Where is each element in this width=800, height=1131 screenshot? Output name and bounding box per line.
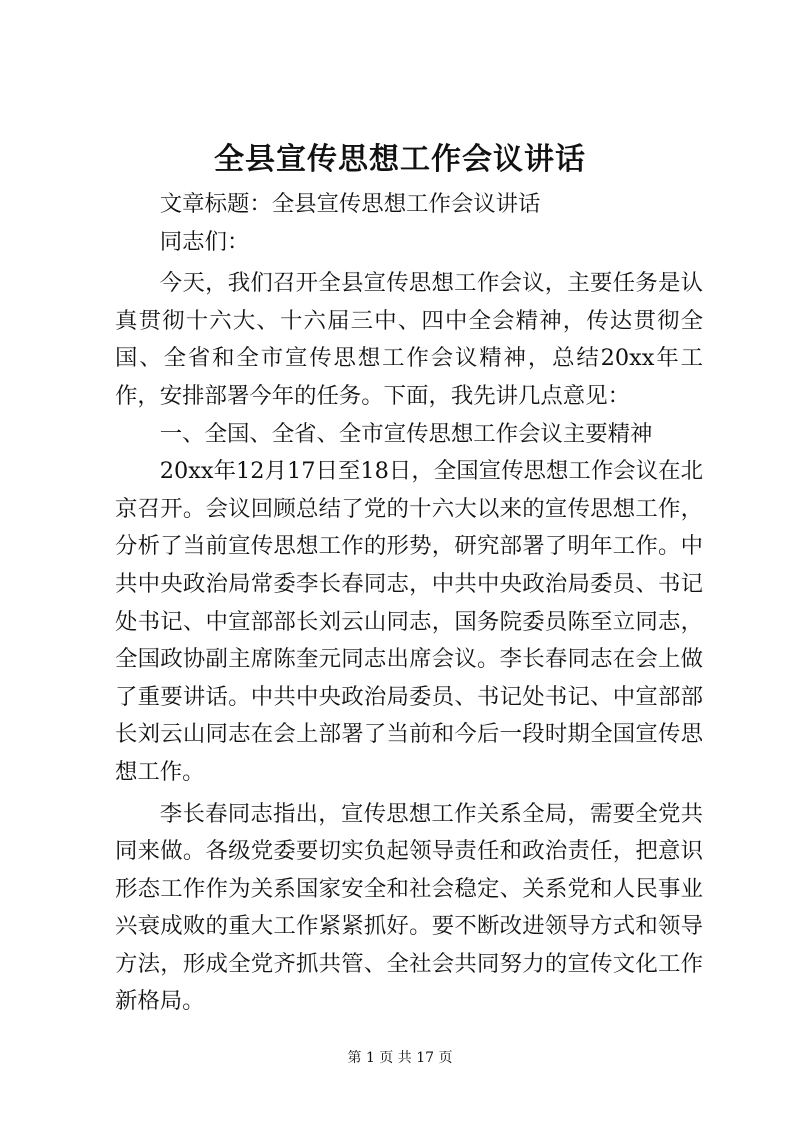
section-heading-1: 一、全国、全省、全市宣传思想工作会议主要精神 (159, 420, 653, 447)
article-title-line: 文章标题：全县宣传思想工作会议讲话 (159, 191, 541, 217)
page-footer: 第 1 页 共 17 页 (347, 1050, 453, 1066)
document-body (115, 186, 703, 1021)
paragraph-li-changchun: 李长春同志指出，宣传思想工作关系全局，需要全党共同来做。各级党委要切实负起领导责任和政治责任，把意识形态工作作为关系国家安全和社会稳定、关系党和人民事业兴衰成败的重大工作紧紧抓好。要不断改进领导方式和领导方法，形成全党齐抓共管、全社会共同努力的宣传文化工作新格局。 (115, 800, 703, 1015)
salutation: 同志们： (159, 228, 250, 255)
paragraph-intro: 今天，我们召开全县宣传思想工作会议，主要任务是认真贯彻十六大、十六届三中、四中全会精神，传达贯彻全国、全省和全市宣传思想工作会议精神，总结20xx年工作，安排部署今年的任务。下面，我先讲几点意见： (115, 270, 703, 409)
paragraph-meeting: 20xx年12月17日至18日，全国宣传思想工作会议在北京召开。会议回顾总结了党的十六大以来的宣传思想工作，分析了当前宣传思想工作的形势，研究部署了明年工作。中共中央政治局常委李长春同志，中共中央政治局委员、书记处书记、中宣部部长刘云山同志，国务院委员陈至立同志，全国政协副主席陈奎元同志出席会议。李长春同志在会上做了重要讲话。中共中央政治局委员、书记处书记、中宣部部长刘云山同志在会上部署了当前和今后一段时期全国宣传思想工作。 (115, 458, 703, 785)
document-title: 全县宣传思想工作会议讲话 (214, 142, 586, 177)
